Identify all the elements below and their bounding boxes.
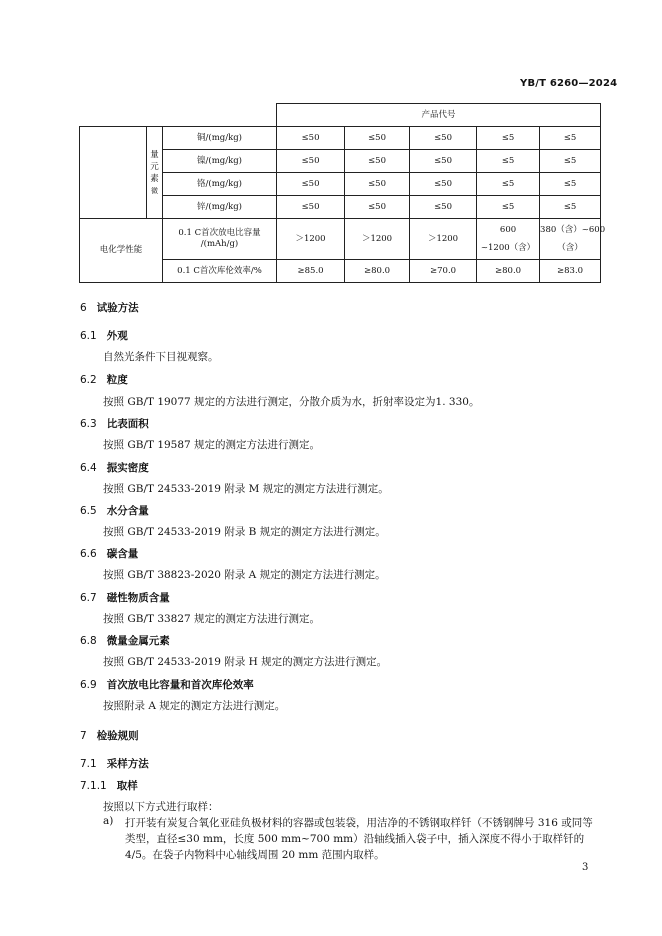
trace-group-label: 量 元 素微	[147, 127, 163, 219]
cell: ≥80.0	[477, 260, 540, 283]
cell: 380（含）~600 （含）	[540, 219, 601, 260]
section-7-1-1-heading: 7.1.1 取样	[80, 780, 138, 792]
section-6-2-text: 按照 GB/T 19077 规定的方法进行测定，分散介质为水，折射率设定为1. 330。	[103, 396, 480, 408]
cell: ≤50	[345, 127, 410, 150]
row-label: 铜/(mg/kg)	[163, 127, 277, 150]
cell: ＞1200	[410, 219, 477, 260]
cell: ≤5	[477, 150, 540, 173]
table-header-row	[80, 104, 601, 127]
cell: ≤50	[277, 127, 345, 150]
cell: ≤5	[477, 173, 540, 196]
cell: ≤50	[277, 150, 345, 173]
row-label: 0.1 C首次放电比容量 /(mAh/g)	[163, 219, 277, 260]
cell: ≤50	[345, 196, 410, 219]
section-6-4-heading: 6.4 振实密度	[80, 462, 149, 474]
row-label: 铬/(mg/kg)	[163, 173, 277, 196]
cell: ≤5	[540, 196, 601, 219]
row-label: 0.1 C首次库伦效率/%	[163, 260, 277, 283]
section-6-2-heading: 6.2 粒度	[80, 374, 128, 386]
cell: ≤50	[345, 173, 410, 196]
section-6-3-text: 按照 GB/T 19587 规定的测定方法进行测定。	[103, 439, 321, 451]
section-6-1-text: 自然光条件下目视观察。	[103, 351, 219, 363]
product-code-header: 产品代号	[277, 104, 601, 127]
cell: ≥80.0	[345, 260, 410, 283]
section-6-8-text: 按照 GB/T 24533-2019 附录 H 规定的测定方法进行测定。	[103, 656, 388, 668]
section-6-8-heading: 6.8 微量金属元素	[80, 635, 170, 647]
electro-label: 电化学性能	[80, 219, 163, 283]
list-item-label: a)	[103, 815, 114, 827]
section-6-4-text: 按照 GB/T 24533-2019 附录 M 规定的测定方法进行测定。	[103, 483, 389, 495]
section-6-5-text: 按照 GB/T 24533-2019 附录 B 规定的测定方法进行测定。	[103, 526, 386, 538]
cell: ≤5	[540, 127, 601, 150]
cell: ＞1200	[345, 219, 410, 260]
section-6-1-heading: 6.1 外观	[80, 330, 128, 342]
section-7-heading: 7 检验规则	[80, 730, 139, 742]
section-6-9-text: 按照附录 A 规定的测定方法进行测定。	[103, 700, 286, 712]
cell: ≤5	[540, 173, 601, 196]
cell: ≤50	[410, 150, 477, 173]
table-row	[80, 219, 601, 260]
section-6-6-heading: 6.6 碳含量	[80, 548, 139, 560]
cell: ≤5	[477, 127, 540, 150]
table-row	[80, 127, 601, 150]
standard-code: YB/T 6260—2024	[520, 78, 618, 89]
spec-table	[79, 103, 606, 283]
page-number: 3	[582, 862, 589, 873]
cell: ＞1200	[277, 219, 345, 260]
trace-group-blank	[80, 127, 147, 219]
section-6-7-text: 按照 GB/T 33827 规定的测定方法进行测定。	[103, 613, 321, 625]
cell: 600 ~1200（含）	[477, 219, 540, 260]
cell: ≤5	[477, 196, 540, 219]
row-label: 镍/(mg/kg)	[163, 150, 277, 173]
cell: ≤50	[277, 173, 345, 196]
section-7-1-heading: 7.1 采样方法	[80, 758, 149, 770]
cell: ≤50	[410, 196, 477, 219]
section-6-5-heading: 6.5 水分含量	[80, 505, 149, 517]
cell: ≤50	[410, 127, 477, 150]
section-6-9-heading: 6.9 首次放电比容量和首次库伦效率	[80, 679, 254, 691]
cell: ≤50	[277, 196, 345, 219]
cell: ≥85.0	[277, 260, 345, 283]
section-6-3-heading: 6.3 比表面积	[80, 418, 149, 430]
cell: ≥83.0	[540, 260, 601, 283]
row-label: 锌/(mg/kg)	[163, 196, 277, 219]
section-6-heading: 6 试验方法	[80, 302, 139, 314]
list-item-text: 打开装有炭复合氧化亚硅负极材料的容器或包装袋，用洁净的不锈钢取样钎（不锈钢牌号 316 或同等类型，直径≤30 mm，长度 500 mm~700 mm）沿轴线插入袋子中，插入深度不得小于取样钎的 4/5。在袋子内物料中心轴线周围 20 mm 范围内取样。	[125, 817, 593, 861]
cell: ≤5	[540, 150, 601, 173]
section-7-1-1-text: 按照以下方式进行取样：	[103, 801, 219, 813]
cell: ≤50	[410, 173, 477, 196]
section-6-7-heading: 6.7 磁性物质含量	[80, 592, 170, 604]
cell: ≤50	[345, 150, 410, 173]
cell: ≥70.0	[410, 260, 477, 283]
section-6-6-text: 按照 GB/T 38823-2020 附录 A 规定的测定方法进行测定。	[103, 569, 386, 581]
